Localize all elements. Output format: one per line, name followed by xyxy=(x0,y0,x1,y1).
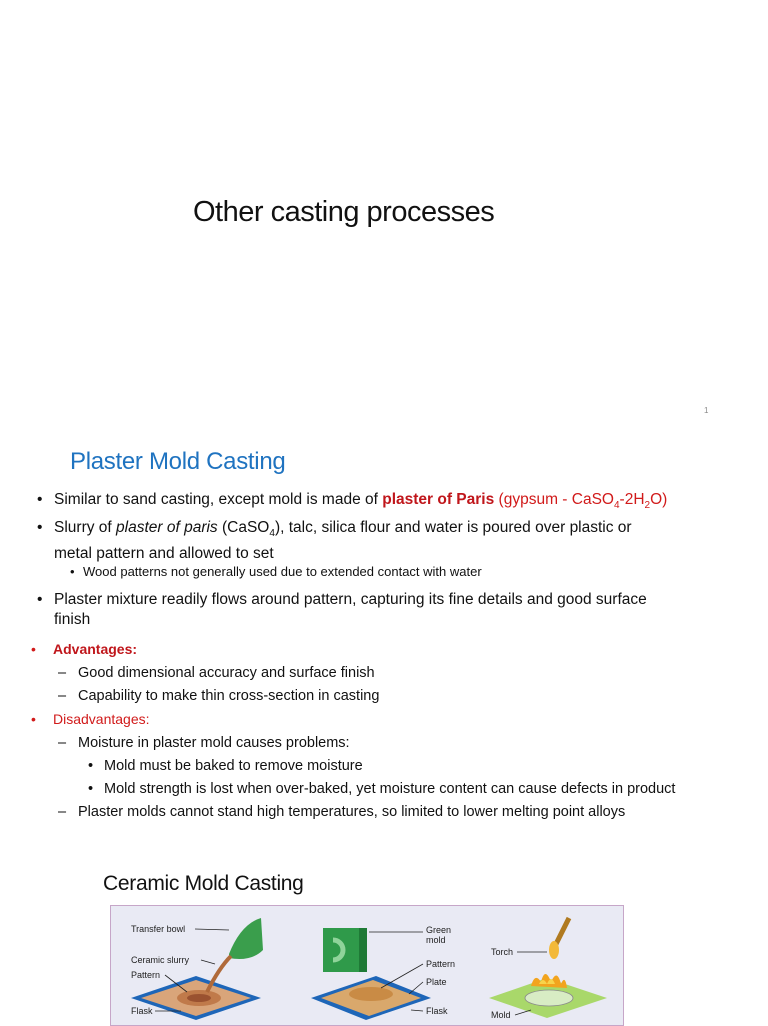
formula-subscript: 4 xyxy=(613,500,620,512)
pattern-left-center xyxy=(187,994,211,1002)
disadvantage-subitem xyxy=(88,779,676,799)
slide-title: Plaster Mold Casting xyxy=(70,448,286,475)
advantages-label: Advantages: xyxy=(53,641,138,657)
disadvantage-text: Moisture in plaster mold causes problems: xyxy=(78,735,350,751)
formula-part: -2H xyxy=(619,491,645,508)
formula-subscript: 2 xyxy=(644,500,651,512)
bullet-text: finish xyxy=(54,611,91,628)
bullet-text: Plaster mixture readily flows around pattern, capturing its fine details and good surface xyxy=(54,591,647,608)
disadvantage-text: Plaster molds cannot stand high temperatures, so limited to lower melting point alloys xyxy=(78,804,626,820)
leader-line xyxy=(515,1010,531,1015)
dash: – xyxy=(58,804,67,820)
disadvantage-item xyxy=(58,733,350,753)
bullet-dot: • xyxy=(70,564,75,579)
transfer-bowl-shape xyxy=(229,918,263,959)
sub-bullet xyxy=(70,564,482,579)
formula-part: O) xyxy=(650,491,668,508)
ceramic-mold-slide xyxy=(0,850,768,1024)
label-mold: mold xyxy=(426,935,446,945)
advantages-heading xyxy=(31,639,138,659)
title-slide xyxy=(0,0,768,430)
italic-text: plaster of paris xyxy=(116,519,218,536)
dash: – xyxy=(58,665,67,681)
label-torch: Torch xyxy=(491,947,514,957)
label-green: Green xyxy=(426,925,452,935)
label-flask-mid: Flask xyxy=(426,1006,448,1016)
bullet-plaster-mixture xyxy=(37,590,647,630)
formula-text xyxy=(494,491,668,512)
bullet-dot: • xyxy=(31,711,36,727)
bullet-dot: • xyxy=(37,491,43,508)
mold-cavity-right xyxy=(525,990,573,1006)
leader-line xyxy=(195,929,229,930)
leader-line xyxy=(411,1010,423,1011)
label-plate: Plate xyxy=(426,977,447,987)
bullet-text: Slurry of xyxy=(54,519,117,536)
disadvantages-label: Disadvantages: xyxy=(53,711,150,727)
label-pattern-left: Pattern xyxy=(131,970,161,980)
bullet-slurry xyxy=(37,518,632,564)
label-ceramic-slurry: Ceramic slurry xyxy=(131,955,190,965)
advantage-item xyxy=(58,686,380,706)
disadvantage-subitem xyxy=(88,756,363,776)
disadvantage-subtext: Mold must be baked to remove moisture xyxy=(104,758,363,774)
label-flask-left: Flask xyxy=(131,1006,153,1016)
torch-flame xyxy=(549,941,559,959)
label-transfer-bowl: Transfer bowl xyxy=(131,924,186,934)
advantage-item xyxy=(58,663,375,683)
bullet-text: Similar to sand casting, except mold is made of xyxy=(54,491,383,508)
advantage-text: Good dimensional accuracy and surface finish xyxy=(78,665,375,681)
advantage-text: Capability to make thin cross-section in casting xyxy=(78,688,380,704)
bullet-dot: • xyxy=(37,519,43,536)
sub-bullet-text: Wood patterns not generally used due to extended contact with water xyxy=(83,564,482,579)
dash: – xyxy=(58,735,67,751)
dash: – xyxy=(58,688,67,704)
disadvantage-subtext: Mold strength is lost when over-baked, yet moisture content can cause defects in product xyxy=(104,781,676,797)
label-pattern-mid: Pattern xyxy=(426,959,456,969)
formula-part: (gypsum - CaSO xyxy=(494,491,614,508)
pattern-mid-shape xyxy=(349,987,393,1001)
bullet-text: (CaSO xyxy=(217,519,270,536)
label-mold-right: Mold xyxy=(491,1010,511,1020)
slide-title: Other casting processes xyxy=(193,196,495,228)
leader-line xyxy=(201,960,215,964)
bullet-plaster-of-paris xyxy=(37,490,668,516)
disadvantages-heading xyxy=(31,709,150,729)
highlight-text: plaster of Paris xyxy=(382,491,495,508)
slide-title: Ceramic Mold Casting xyxy=(103,872,304,895)
stripping-stage xyxy=(311,928,431,1020)
bullet-dot: • xyxy=(88,781,94,797)
leader-line xyxy=(381,964,423,988)
formula-subscript: 4 xyxy=(269,528,275,540)
page-number: 1 xyxy=(704,406,709,415)
bullet-dot: • xyxy=(88,758,94,774)
ceramic-mold-illustration xyxy=(110,905,624,1026)
firing-stage xyxy=(489,918,607,1018)
bullet-text: metal pattern and allowed to set xyxy=(54,545,274,563)
bullet-text: ), talc, silica flour and water is poured over plastic or xyxy=(274,519,632,536)
green-mold-side xyxy=(359,928,367,972)
bullet-dot: • xyxy=(31,641,36,657)
process-diagram xyxy=(111,906,623,1025)
bullet-dot: • xyxy=(37,591,43,608)
disadvantage-item xyxy=(58,802,626,822)
torch-shape xyxy=(555,918,569,946)
plaster-mold-slide xyxy=(0,430,768,850)
